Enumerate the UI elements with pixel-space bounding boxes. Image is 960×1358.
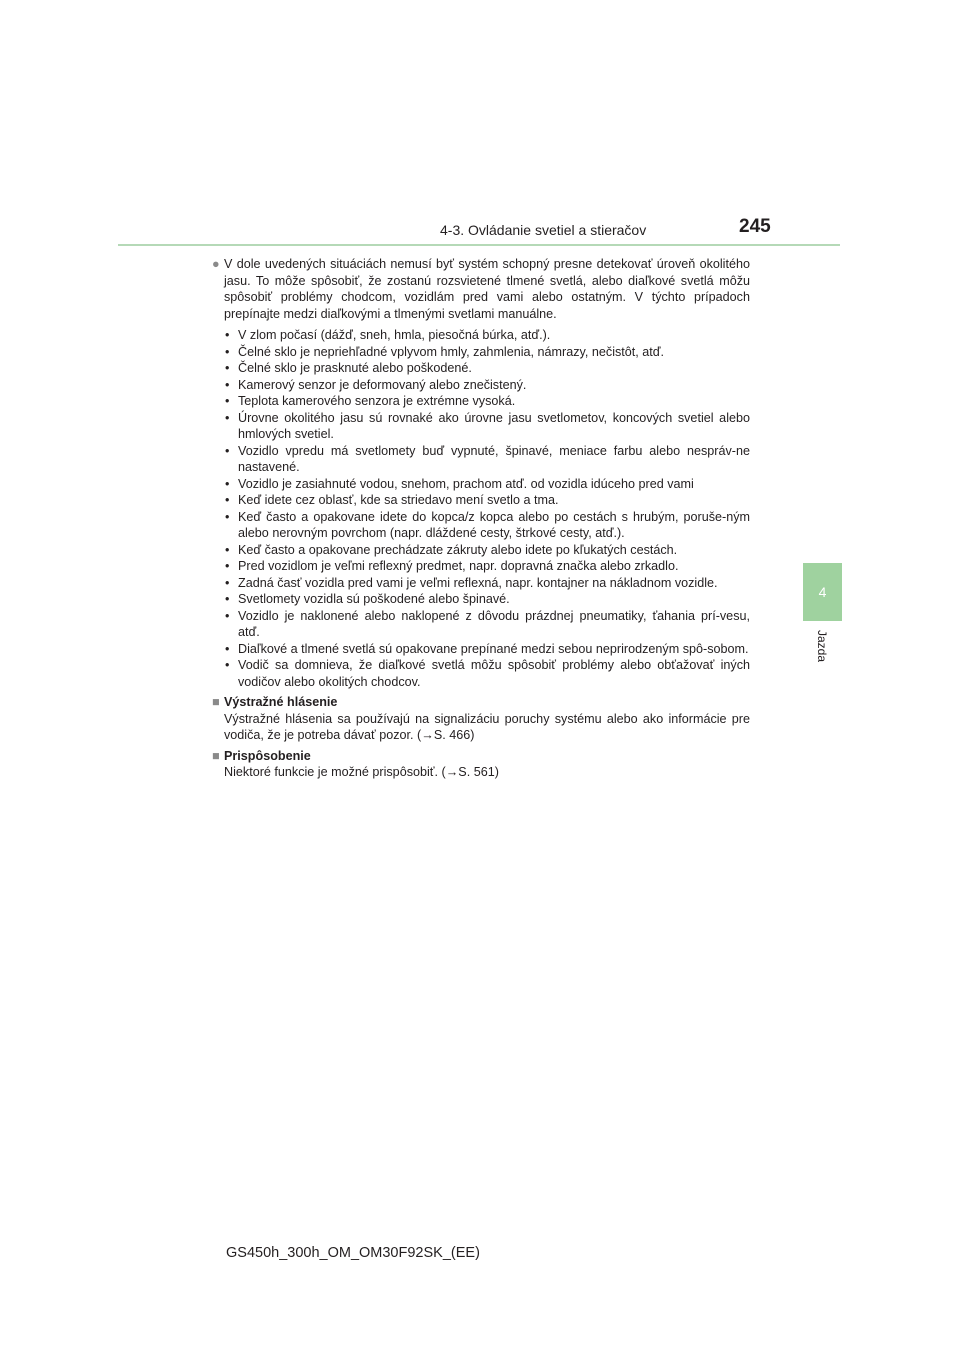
bullet-dot-icon: •	[225, 542, 230, 557]
section-body: Niektoré funkcie je možné prispôsobiť. (→S. 561)	[224, 765, 499, 779]
bullet-dot-icon: •	[225, 559, 230, 573]
filled-square-icon: ■	[212, 695, 220, 709]
list-item: • Zadná časť vozidla pred vami je veľmi reflexná, napr. kontajner na nákladnom vozidle.	[225, 575, 718, 590]
chapter-number: 4	[818, 584, 827, 600]
chapter-label: Jazda	[815, 630, 829, 663]
bullet-dot-icon: •	[225, 641, 230, 656]
chapter-tab	[803, 563, 842, 621]
bullet-dot-icon: •	[225, 608, 230, 623]
page-number: 245	[739, 216, 771, 237]
intro-paragraph	[212, 256, 750, 322]
list-item: • Vozidlo vpredu má svetlomety buď vypnuté, špinavé, meniace farbu alebo nespráv-ne nastavené.	[225, 443, 750, 474]
bullet-dot-icon: •	[225, 328, 230, 342]
bullet-dot-icon: •	[225, 394, 230, 408]
list-item: • V zlom počasí (dážď, sneh, hmla, piesočná búrka, atď.).	[225, 328, 551, 342]
section-warning-messages	[212, 694, 750, 744]
bullet-dot-icon: •	[225, 575, 230, 590]
list-item: • Keď často a opakovane idete do kopca/z kopca alebo po cestách s hrubým, poruše-ným alebo nerovným povrchom (napr. dláždené cesty, štrkové cesty, atď.).	[225, 509, 750, 540]
list-item: • Úrovne okolitého jasu sú rovnaké ako úrovne jasu svetlometov, koncových svetiel alebo hmlových svetiel.	[225, 410, 750, 441]
filled-circle-icon: ●	[212, 257, 220, 271]
list-item: • Vozidlo je zasiahnuté vodou, snehom, prachom atď. od vozidla idúceho pred vami	[225, 476, 694, 491]
condition-list	[212, 327, 750, 690]
bullet-dot-icon: •	[225, 493, 230, 507]
section-customization	[212, 748, 750, 781]
list-item: • Svetlomety vozidla sú poškodené alebo špinavé.	[225, 592, 510, 606]
intro-text: V dole uvedených situáciách nemusí byť systém schopný presne detekovať úroveň okolitého jasu. To môže spôsobiť, že zostanú rozsvietené tlmené svetlá, alebo diaľkové svetlá môžu spôsobiť problémy chodcom, vozidlám pred vami alebo ostatným. V týchto prípadoch prepínajte medzi diaľkovými a tlmenými svetlami manuálne.	[224, 257, 750, 321]
bullet-dot-icon: •	[225, 443, 230, 458]
header-divider	[118, 244, 840, 246]
list-item: • Diaľkové a tlmené svetlá sú opakovane prepínané medzi sebou neprirodzeným spô-sobom.	[225, 641, 749, 656]
bullet-dot-icon: •	[225, 361, 230, 375]
main-content	[212, 256, 750, 781]
section-heading: ■ Výstražné hlásenie	[212, 695, 338, 709]
section-body: Výstražné hlásenia sa používajú na signalizáciu poruchy systému alebo ako informácie pre vodiča, že je potreba dávať pozor. (→S. 466)	[224, 711, 750, 742]
bullet-dot-icon: •	[225, 377, 230, 392]
list-item: • Čelné sklo je nepriehľadné vplyvom hmly, zahmlenia, námrazy, nečistôt, atď.	[225, 344, 665, 359]
document-code: GS450h_300h_OM_OM30F92SK_(EE)	[226, 1245, 480, 1261]
bullet-dot-icon: •	[225, 509, 230, 524]
list-item: • Keď idete cez oblasť, kde sa striedavo mení svetlo a tma.	[225, 493, 559, 507]
list-item: • Pred vozidlom je veľmi reflexný predmet, napr. dopravná značka alebo zrkadlo.	[225, 559, 679, 573]
bullet-dot-icon: •	[225, 410, 230, 425]
bullet-dot-icon: •	[225, 344, 230, 359]
section-heading: ■ Prispôsobenie	[212, 748, 311, 763]
list-item: • Keď často a opakovane prechádzate zákruty alebo idete po kľukatých cestách.	[225, 542, 678, 557]
list-item: • Vozidlo je naklonené alebo naklopené z dôvodu prázdnej pneumatiky, ťahania prí-vesu, atď.	[225, 608, 750, 639]
bullet-dot-icon: •	[225, 592, 230, 606]
filled-square-icon: ■	[212, 748, 220, 763]
list-item: • Teplota kamerového senzora je extrémne vysoká.	[225, 394, 516, 408]
bullet-dot-icon: •	[225, 658, 230, 672]
page-header-title: 4-3. Ovládanie svetiel a stieračov	[440, 222, 647, 238]
bullet-dot-icon: •	[225, 476, 230, 491]
list-item: • Kamerový senzor je deformovaný alebo znečistený.	[225, 377, 527, 392]
list-item: • Vodič sa domnieva, že diaľkové svetlá môžu spôsobiť problémy alebo obťažovať iných vodičov alebo okolitých chodcov.	[225, 658, 750, 689]
list-item: • Čelné sklo je prasknuté alebo poškodené.	[225, 361, 472, 375]
